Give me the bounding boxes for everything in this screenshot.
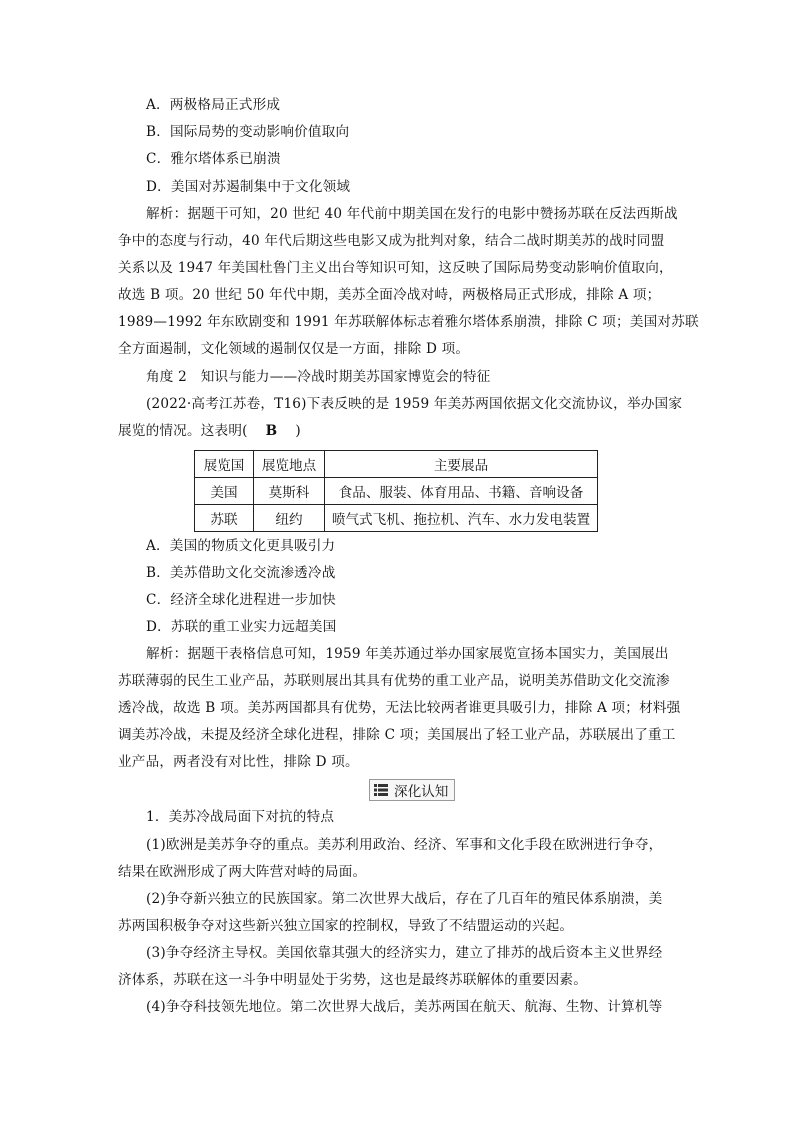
table-cell: 喷气式飞机、拖拉机、汽车、水力发电装置	[325, 505, 598, 532]
table-header-cell: 展览地点	[254, 451, 325, 478]
q2-analysis-line: 解析：据题干表格信息可知，1959 年美苏通过举办国家展览宣扬本国实力，美国展出	[146, 646, 669, 662]
q2-analysis-line: 调美苏冷战，未提及经济全球化进程，排除 C 项；美国展出了轻工业产品，苏联展出了重工	[118, 727, 676, 743]
table-cell: 食品、服装、体育用品、书籍、音响设备	[325, 478, 598, 505]
paragraph-line: 济体系，苏联在这一斗争中明显处于劣势，这也是最终苏联解体的重要因素。	[118, 972, 587, 988]
table-cell: 纽约	[254, 505, 325, 532]
stem-suffix: )	[295, 423, 301, 439]
paragraph-line: (2)争夺新兴独立的民族国家。第二次世界大战后，存在了几百年的殖民体系崩溃，美	[146, 891, 663, 907]
paragraph-line: 结果在欧洲形成了两大阵营对峙的局面。	[118, 864, 367, 880]
q1-option-b: B．国际局势的变动影响价值取向	[146, 124, 350, 140]
q2-option-a: A．美国的物质文化更具吸引力	[146, 538, 336, 554]
question-stem-line2	[118, 421, 301, 441]
table-cell: 美国	[195, 478, 254, 505]
deepen-heading	[369, 779, 455, 801]
table-header-row	[195, 451, 598, 478]
q1-analysis-line: 争中的态度与行动，40 年代后期这些电影又成为批判对象，结合二战时期美苏的战时同盟	[118, 233, 665, 249]
stem-prefix: 展览的情况。这表明(	[118, 423, 248, 439]
q1-option-c: C．雅尔塔体系已崩溃	[146, 151, 281, 167]
answer-mark: B	[265, 423, 278, 439]
section-title: 角度 2 知识与能力——冷战时期美苏国家博览会的特征	[146, 369, 491, 385]
q1-analysis-line: 故选 B 项。20 世纪 50 年代中期，美苏全面冷战对峙，两极格局正式形成，排除 A 项；	[118, 287, 661, 303]
q2-analysis-line: 业产品，两者没有对比性，排除 D 项。	[118, 754, 359, 770]
paragraph-line: (4)争夺科技领先地位。第二次世界大战后，美苏两国在航天、航海、生物、计算机等	[146, 999, 663, 1015]
table-header-cell: 主要展品	[325, 451, 598, 478]
q1-analysis-line: 关系以及 1947 年美国杜鲁门主义出台等知识可知，这反映了国际局势变动影响价值取向，	[118, 260, 673, 276]
table-header-cell: 展览国	[195, 451, 254, 478]
table-row	[195, 505, 598, 532]
deepen-heading-text: 深化认知	[394, 784, 449, 800]
paragraph-line: (1)欧洲是美苏争夺的重点。美苏利用政治、经济、军事和文化手段在欧洲进行争夺，	[146, 837, 663, 853]
q1-analysis-line: 全方面遏制，文化领域的遏制仅仅是一方面，排除 D 项。	[118, 341, 470, 357]
point-title: 1．美苏冷战局面下对抗的特点	[146, 809, 335, 825]
q1-analysis-line: 解析：据题干可知，20 世纪 40 年代前中期美国在发行的电影中赞扬苏联在反法西斯战	[146, 206, 678, 222]
table-cell: 苏联	[195, 505, 254, 532]
exhibition-table	[194, 450, 598, 532]
list-icon	[374, 784, 388, 796]
q2-option-b: B．美苏借助文化交流渗透冷战	[146, 565, 336, 581]
table-row	[195, 478, 598, 505]
paragraph-line: 苏两国积极争夺对这些新兴独立国家的控制权，导致了不结盟运动的兴起。	[118, 918, 574, 934]
question-stem: (2022·高考江苏卷，T16)下表反映的是 1959 年美苏两国依据文化交流协议，举办国家	[146, 396, 683, 412]
q2-analysis-line: 苏联薄弱的民生工业产品，苏联则展出其具有优势的重工业产品，说明美苏借助文化交流渗	[118, 673, 670, 689]
q2-option-d: D．苏联的重工业实力远超美国	[146, 619, 337, 635]
q2-option-c: C．经济全球化进程进一步加快	[146, 592, 336, 608]
q2-analysis-line: 透冷战，故选 B 项。美苏两国都具有优势，无法比较两者谁更具吸引力，排除 A 项；材料强	[118, 700, 681, 716]
q1-analysis-line: 1989—1992 年东欧剧变和 1991 年苏联解体标志着雅尔塔体系崩溃，排除 C 项；美国对苏联	[118, 314, 699, 330]
table-cell: 莫斯科	[254, 478, 325, 505]
paragraph-line: (3)争夺经济主导权。美国依靠其强大的经济实力，建立了排苏的战后资本主义世界经	[146, 945, 663, 961]
q1-option-d: D．美国对苏遏制集中于文化领域	[146, 179, 351, 195]
q1-option-a: A．两极格局正式形成	[146, 97, 281, 113]
